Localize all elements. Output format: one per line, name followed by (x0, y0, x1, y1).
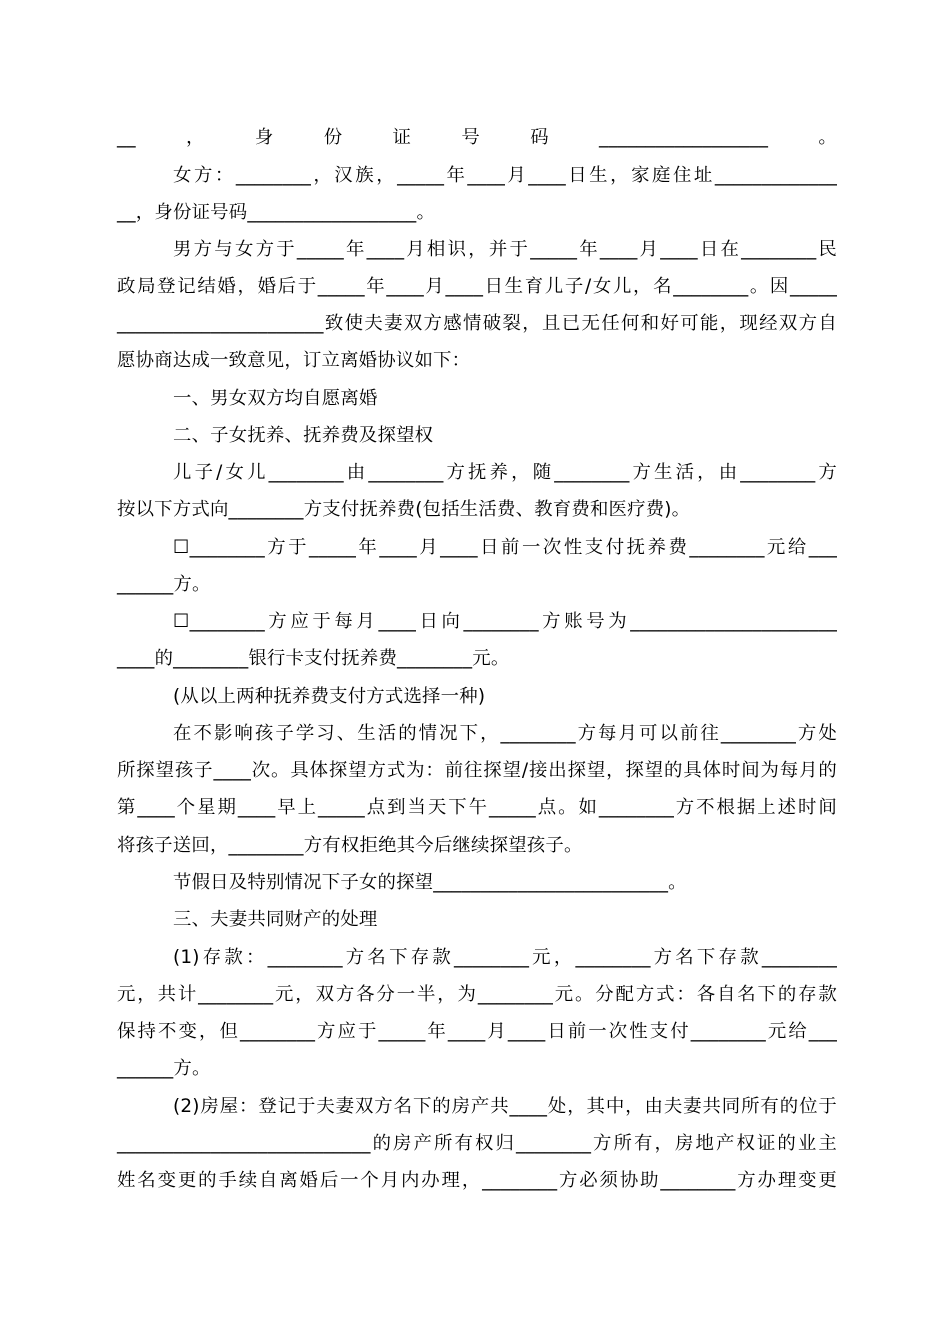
text-line: (从以上两种抚养费支付方式选择一种) (173, 686, 486, 707)
text-line: (1)存款：________方名下存款________元，________方名下存款________ (173, 947, 837, 968)
text-line: ☐________方应于每月____日向________方账号为______________________ (173, 611, 837, 632)
section-heading: 三、夫妻共同财产的处理 (173, 909, 378, 930)
text-line: 在不影响孩子学习、生活的情况下，________方每月可以前往________方处 (173, 723, 837, 744)
text-line: 男方与女方于_____年____月相识，并于_____年____月____日在________民 (173, 239, 837, 260)
text-line: ☐________方于_____年____月____日前一次性支付抚养费________元给___ (173, 537, 837, 558)
text-line: ______方。 (117, 574, 211, 595)
text-line: 节假日及特别情况下子女的探望_________________________。 (173, 872, 687, 893)
text-line: __，身份证号码__________________。 (117, 202, 436, 223)
text-line: ______方。 (117, 1058, 211, 1079)
text-line: 保持不变，但________方应于_____年____月____日前一次性支付________元给___ (117, 1021, 837, 1042)
text-line: 所探望孩子____次。具体探望方式为：前往探望/接出探望，探望的具体时间为每月的 (117, 760, 837, 781)
text-line: __，身份证号码__________________。 (117, 127, 837, 148)
text-line: 第____个星期____早上_____点到当天下午_____点。如________方不根据上述时间 (117, 797, 837, 818)
text-line: 政局登记结婚，婚后于_____年____月____日生育儿子/女儿，名________。因_____ (117, 276, 837, 297)
text-line: 儿子/女儿________由________方抚养，随________方生活，由________方 (173, 462, 837, 483)
text-line: ______________________致使夫妻双方感情破裂，且已无任何和好可能，现经双方自 (117, 313, 837, 334)
text-line: 按以下方式向________方支付抚养费(包括生活费、教育费和医疗费)。 (117, 499, 691, 520)
text-line: ____的________银行卡支付抚养费________元。 (117, 648, 510, 669)
text-line: (2)房屋：登记于夫妻双方名下的房产共____处，其中，由夫妻共同所有的位于 (173, 1096, 837, 1117)
text-line: 将孩子送回，________方有权拒绝其今后继续探望孩子。 (117, 835, 583, 856)
text-line: 姓名变更的手续自离婚后一个月内办理，________方必须协助________方办理变更 (117, 1170, 837, 1191)
text-line: 愿协商达成一致意见，订立离婚协议如下： (117, 350, 471, 371)
section-heading: 一、男女双方均自愿离婚 (173, 388, 378, 409)
text-line: 元，共计________元，双方各分一半，为________元。分配方式：各自名下的存款 (117, 984, 837, 1005)
text-line: ___________________________的房产所有权归________方所有，房地产权证的业主 (117, 1133, 837, 1154)
section-heading: 二、子女抚养、抚养费及探望权 (173, 425, 434, 446)
text-line: 女方：________，汉族，_____年____月____日生，家庭住址_____________ (173, 165, 837, 186)
